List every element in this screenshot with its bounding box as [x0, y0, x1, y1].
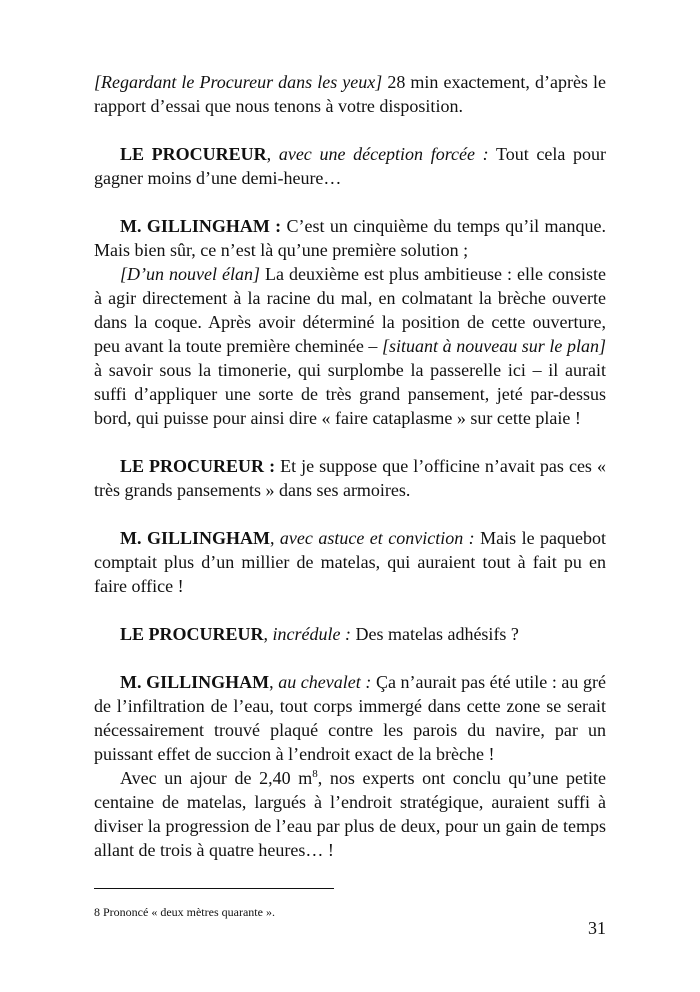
stage-direction: avec une déception forcée : [278, 144, 489, 164]
page-number: 31 [588, 918, 606, 938]
dialogue-text: Ça n’aurait pas été utile : au gré de l’infiltration de l’eau, tout corps immergé dans cette zone se serait nécessairement trouvé plaqué contre les parois du navire, par un puissant effet de succion à l’endroit exact de la brèche ! [94, 672, 606, 764]
footnote: 8 Prononcé « deux mètres quarante ». [94, 905, 275, 919]
separator: , [263, 624, 273, 644]
speaker-name: LE PROCUREUR : [120, 456, 276, 476]
dialogue-text: Mais le paquebot comptait plus d’un millier de matelas, qui auraient tout à fait pu en faire office ! [94, 528, 606, 596]
speaker-name: LE PROCUREUR [120, 624, 264, 644]
dialogue-text: C’est un cinquième du temps qu’il manque. Mais bien sûr, ce n’est là qu’une première solution ; [94, 216, 607, 260]
dialogue-text: à savoir sous la timonerie, qui surplombe la passerelle ici – il aurait suffi d’appliquer une sorte de très grand pansement, jeté par-dessus bord, qui puisse pour ainsi dire « faire cataplasme » sur cette plaie ! [94, 360, 606, 428]
footnote-divider [94, 888, 334, 889]
paragraph-3-part-1 [94, 214, 606, 262]
stage-direction: [D’un nouvel élan] [120, 264, 260, 284]
footnote-reference[interactable]: 8 [312, 768, 318, 780]
dialogue-text: La deuxième est plus ambitieuse : elle consiste à agir directement à la racine du mal, en colmatant la brèche ouverte dans la coque. Après avoir déterminé la position de cette ouverture, peu avant la toute première cheminée – [94, 264, 606, 356]
paragraph-7-part-1 [94, 670, 606, 766]
paragraph-7 [94, 670, 606, 862]
separator: , [269, 528, 280, 548]
paragraph-1 [94, 70, 606, 118]
separator: , [269, 672, 279, 692]
paragraph-2 [94, 142, 606, 190]
separator: , [266, 144, 279, 164]
dialogue-text: Des matelas adhésifs ? [350, 624, 519, 644]
stage-direction: avec astuce et conviction : [279, 528, 475, 548]
dialogue-text: 28 min exactement, d’après le rapport d’essai que nous tenons à votre disposition. [94, 72, 606, 116]
speaker-name: M. GILLINGHAM [120, 672, 270, 692]
dialogue-text: Avec un ajour de 2,40 m [120, 768, 313, 788]
speaker-name: M. GILLINGHAM : [120, 216, 282, 236]
body-text [94, 70, 606, 862]
stage-direction: au chevalet : [278, 672, 372, 692]
stage-direction: incrédule : [272, 624, 351, 644]
stage-direction: [situant à nouveau sur le plan] [382, 336, 606, 356]
paragraph-7-part-2 [94, 766, 606, 862]
speaker-name: M. GILLINGHAM [120, 528, 270, 548]
paragraph-3-part-2 [94, 262, 606, 430]
dialogue-text: , nos experts ont conclu qu’une petite centaine de matelas, largués à l’endroit stratégique, auraient suffi à diviser la progression de l’eau par plus de deux, pour un gain de temps allant de trois à quatre heures… ! [94, 768, 606, 860]
paragraph-4 [94, 454, 606, 502]
paragraph-5 [94, 526, 606, 598]
stage-direction: [Regardant le Procureur dans les yeux] [94, 72, 383, 92]
paragraph-6 [94, 622, 606, 646]
speaker-name: LE PROCUREUR [120, 144, 267, 164]
paragraph-3 [94, 214, 606, 430]
dialogue-text: Tout cela pour gagner moins d’une demi-heure… [94, 144, 607, 188]
dialogue-text: Et je suppose que l’officine n’avait pas ces « très grands pansements » dans ses armoires. [94, 456, 606, 500]
